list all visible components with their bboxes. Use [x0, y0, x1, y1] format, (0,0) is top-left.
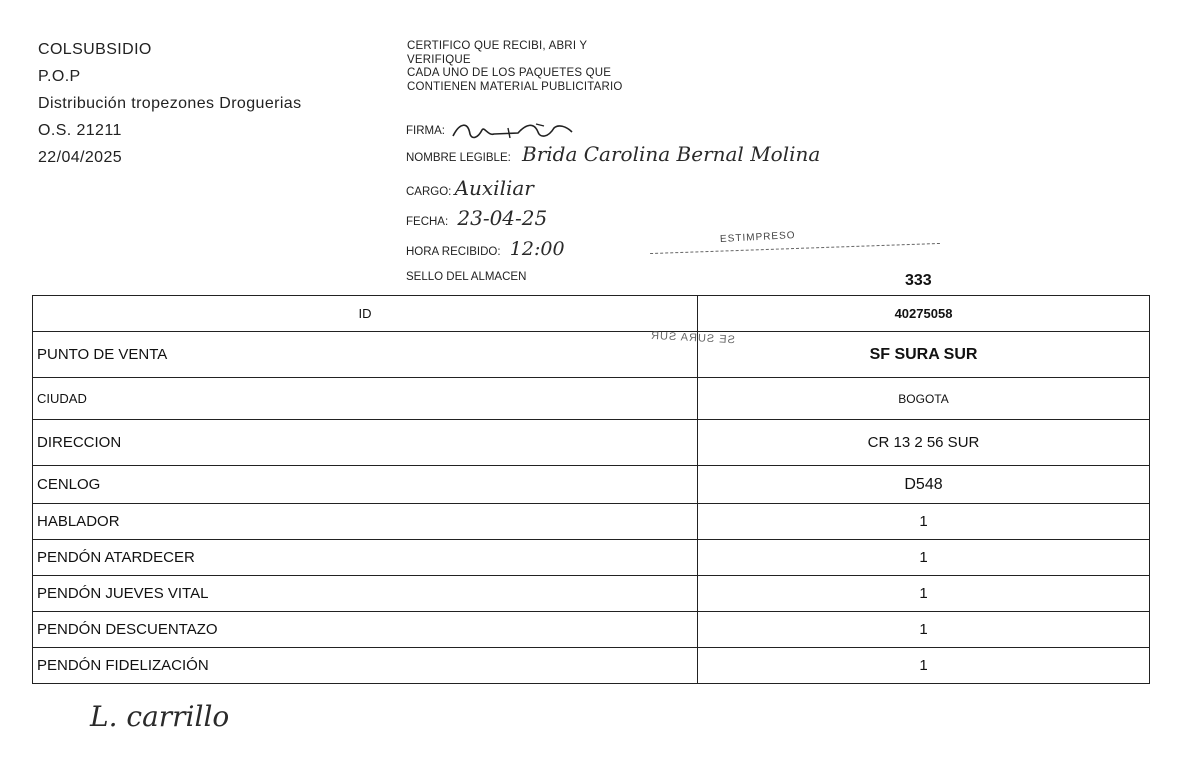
row-value: 40275058	[698, 296, 1150, 332]
document-date: 22/04/2025	[38, 149, 123, 166]
sello-label: SELLO DEL ALMACEN	[406, 271, 527, 283]
certificate-line: CADA UNO DE LOS PAQUETES QUE	[407, 67, 612, 79]
order-number: O.S. 21211	[38, 122, 122, 139]
table-row	[33, 612, 1150, 648]
row-label: PENDÓN ATARDECER	[33, 540, 698, 576]
table-row	[33, 466, 1150, 504]
nombre-label: NOMBRE LEGIBLE:	[406, 152, 511, 164]
stamp-line	[650, 243, 940, 254]
row-value: CR 13 2 56 SUR	[698, 420, 1150, 466]
row-label: PENDÓN FIDELIZACIÓN	[33, 648, 698, 684]
row-label: CIUDAD	[33, 378, 698, 420]
table-row	[33, 378, 1150, 420]
table-row	[33, 296, 1150, 332]
row-label: PENDÓN DESCUENTAZO	[33, 612, 698, 648]
table-row	[33, 648, 1150, 684]
fecha-value: 23-04-25	[457, 206, 548, 230]
distribution-title: Distribución tropezones Droguerias	[38, 95, 302, 112]
fecha-label: FECHA:	[406, 216, 449, 228]
table-row	[33, 576, 1150, 612]
hora-label: HORA RECIBIDO:	[406, 246, 501, 258]
row-label: CENLOG	[33, 466, 698, 504]
table-row	[33, 332, 1150, 378]
cargo-field	[406, 176, 534, 200]
row-value: 1	[698, 612, 1150, 648]
hora-field	[406, 238, 565, 260]
table-row	[33, 420, 1150, 466]
row-label: PENDÓN JUEVES VITAL	[33, 576, 698, 612]
hora-value: 12:00	[509, 238, 565, 260]
delivery-table	[32, 295, 1150, 684]
sender-block	[38, 36, 302, 171]
cargo-value: Auxiliar	[454, 176, 534, 200]
row-label: PUNTO DE VENTA	[33, 332, 698, 378]
nombre-value: Brida Carolina Bernal Molina	[522, 142, 821, 166]
handwritten-signature-icon	[448, 118, 588, 144]
row-value: BOGOTA	[698, 378, 1150, 420]
nombre-field	[406, 142, 820, 166]
stamp-text: ESTIMPRESO	[719, 230, 796, 245]
cargo-label: CARGO:	[406, 186, 452, 198]
fecha-field	[406, 206, 547, 230]
certificate-line: CONTIENEN MATERIAL PUBLICITARIO	[407, 80, 623, 93]
bleed-through-text: SE SURA SUR	[649, 329, 736, 347]
company-name: COLSUBSIDIO	[38, 41, 152, 58]
row-value: 1	[698, 576, 1150, 612]
row-label: HABLADOR	[33, 504, 698, 540]
certificate-line: CERTIFICO QUE RECIBI, ABRI Y	[407, 40, 588, 52]
certificate-text	[407, 40, 623, 94]
table-row	[33, 540, 1150, 576]
row-label: ID	[33, 296, 698, 332]
table-row	[33, 504, 1150, 540]
pop-label: P.O.P	[38, 68, 81, 85]
row-value: 1	[698, 648, 1150, 684]
row-value: 1	[698, 540, 1150, 576]
firma-label: FIRMA:	[406, 125, 445, 138]
store-number: 333	[905, 272, 932, 289]
firma-field	[406, 118, 588, 144]
row-value: D548	[698, 466, 1150, 504]
row-value: SF SURA SUR	[698, 332, 1150, 378]
row-label: DIRECCION	[33, 420, 698, 466]
footer-signature: L. carrillo	[90, 700, 230, 733]
certificate-line: VERIFIQUE	[407, 53, 471, 66]
row-value: 1	[698, 504, 1150, 540]
